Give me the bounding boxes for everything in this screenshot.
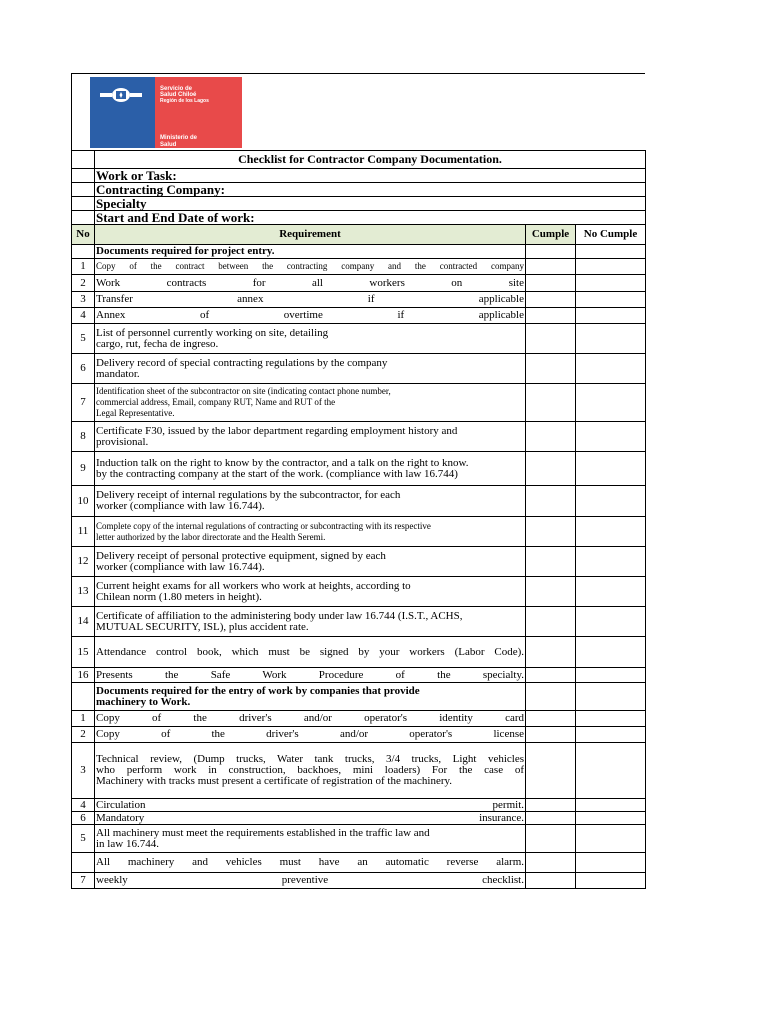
no-cumple-cell[interactable] [576, 259, 646, 275]
logo-line: Salud [160, 142, 177, 148]
requirement-line: Annex of overtime if applicable [96, 309, 524, 321]
dates-field: Start and End Date of work: [95, 211, 646, 225]
checklist-row [72, 354, 646, 384]
requirement-line: Transfer annex if applicable [96, 293, 524, 305]
page-title: Checklist for Contractor Company Documentation. [95, 151, 646, 169]
requirement-text [95, 711, 526, 727]
requirement-line: Chilean norm (1.80 meters in height). [96, 590, 262, 603]
checklist-row [72, 799, 646, 812]
row-number: 2 [72, 275, 95, 292]
cumple-cell[interactable] [526, 607, 576, 637]
logo-line: Ministerio de [160, 135, 198, 141]
requirement-line: in law 16.744. [96, 837, 159, 850]
row-number: 15 [72, 637, 95, 668]
row-number: 1 [72, 711, 95, 727]
requirement-line: Complete copy of the internal regulations of contracting or subcontracting with its respective [96, 520, 431, 531]
no-cumple-cell[interactable] [576, 873, 646, 889]
requirement-line: mandator. [96, 367, 140, 380]
cumple-cell[interactable] [526, 637, 576, 668]
requirement-text [95, 799, 526, 812]
section2-title-line: Documents required for the entry of work by companies that provide [96, 684, 420, 697]
cumple-cell[interactable] [526, 547, 576, 577]
requirement-text [95, 637, 526, 668]
cumple-cell[interactable] [526, 711, 576, 727]
checklist-row [72, 292, 646, 308]
no-cumple-cell[interactable] [576, 727, 646, 743]
cumple-cell[interactable] [526, 486, 576, 517]
requirement-line: Technical review, (Dump trucks, Water tank trucks, 3/4 trucks, Light vehicles [96, 753, 524, 765]
requirement-line: by the contracting company at the start of the work. (compliance with law 16.744) [96, 467, 458, 480]
cumple-cell[interactable] [526, 275, 576, 292]
section-row [72, 245, 646, 259]
requirement-text [95, 486, 526, 517]
checklist-row [72, 743, 646, 799]
requirement-line: Copy of the driver's and/or operator's license [96, 728, 524, 740]
checklist-row [72, 637, 646, 668]
logo-line: Servicio de [160, 86, 193, 92]
no-cumple-cell[interactable] [576, 547, 646, 577]
government-emblem-icon [96, 86, 146, 104]
checklist-row [72, 812, 646, 825]
title-row [72, 151, 646, 169]
row-number: 6 [72, 812, 95, 825]
no-cumple-cell[interactable] [576, 812, 646, 825]
requirement-line: Delivery receipt of internal regulations by the subcontractor, for each [96, 489, 401, 501]
no-cumple-cell[interactable] [576, 577, 646, 607]
checklist-row [72, 259, 646, 275]
no-cumple-cell[interactable] [576, 354, 646, 384]
left-border [71, 73, 72, 150]
cumple-cell[interactable] [526, 422, 576, 452]
requirement-line: All machinery must meet the requirements established in the traffic law and [96, 826, 430, 839]
requirement-line: cargo, rut, fecha de ingreso. [96, 337, 219, 350]
checklist-row [72, 873, 646, 889]
checklist-row [72, 727, 646, 743]
requirement-line: letter authorized by the labor directorate and the Health Seremi. [96, 531, 326, 542]
cumple-cell[interactable] [526, 384, 576, 422]
no-cumple-cell[interactable] [576, 853, 646, 873]
cumple-cell[interactable] [526, 259, 576, 275]
col-header-no-cumple: No Cumple [576, 225, 646, 245]
no-cumple-cell[interactable] [576, 668, 646, 683]
ministry-logo [90, 77, 242, 148]
requirement-line: commercial address, Email, company RUT, Name and RUT of the [96, 397, 336, 407]
no-cumple-cell[interactable] [576, 275, 646, 292]
section2-title-line: machinery to Work. [96, 695, 191, 708]
row-number: 2 [72, 727, 95, 743]
no-cumple-cell[interactable] [576, 324, 646, 354]
requirement-line: Identification sheet of the subcontractor on site (indicating contact phone number, [96, 386, 391, 396]
cumple-cell[interactable] [526, 668, 576, 683]
row-number: 7 [72, 873, 95, 889]
section1-title: Documents required for project entry. [95, 245, 526, 259]
checklist-row [72, 517, 646, 547]
section-row [72, 683, 646, 711]
requirement-line: Induction talk on the right to know by the contractor, and a talk on the right to know. [96, 456, 469, 469]
requirement-line: worker (compliance with law 16.744). [96, 560, 265, 573]
checklist-row [72, 275, 646, 292]
checklist-row [72, 452, 646, 486]
cumple-cell[interactable] [526, 308, 576, 324]
row-number: 6 [72, 354, 95, 384]
requirement-line: Presents the Safe Work Procedure of the specialty. [96, 668, 524, 681]
col-header-cumple: Cumple [526, 225, 576, 245]
requirement-text [95, 873, 526, 889]
cumple-cell[interactable] [526, 727, 576, 743]
requirement-text [95, 727, 526, 743]
requirement-line: worker (compliance with law 16.744). [96, 500, 265, 512]
specialty-field: Specialty [95, 197, 646, 211]
checklist-row [72, 324, 646, 354]
no-cumple-cell[interactable] [576, 637, 646, 668]
requirement-text [95, 308, 526, 324]
requirement-line: weekly preventive checklist. [96, 874, 524, 886]
field-row [72, 183, 646, 197]
cumple-cell[interactable] [526, 354, 576, 384]
contracting-company-field: Contracting Company: [95, 183, 646, 197]
row-number: 7 [72, 384, 95, 422]
requirement-line: Delivery receipt of personal protective equipment, signed by each [96, 549, 386, 562]
requirement-line: All machinery and vehicles must have an automatic reverse alarm. [96, 856, 524, 868]
cumple-cell[interactable] [526, 577, 576, 607]
no-cumple-cell[interactable] [576, 517, 646, 547]
logo-service-text [160, 86, 238, 104]
requirement-text [95, 853, 526, 873]
no-cumple-cell[interactable] [576, 486, 646, 517]
no-cumple-cell[interactable] [576, 799, 646, 812]
row-number: 3 [72, 292, 95, 308]
logo-ministry-text [160, 135, 238, 149]
row-number: 3 [72, 743, 95, 799]
checklist-row [72, 853, 646, 873]
requirement-text [95, 517, 526, 547]
row-number: 1 [72, 259, 95, 275]
blank-cell [526, 683, 576, 711]
row-number: 8 [72, 422, 95, 452]
no-cumple-cell[interactable] [576, 452, 646, 486]
requirement-text [95, 324, 526, 354]
requirement-line: List of personnel currently working on site, detailing [96, 326, 329, 339]
requirement-text [95, 452, 526, 486]
no-cumple-cell[interactable] [576, 607, 646, 637]
checklist-table [71, 150, 646, 889]
requirement-text [95, 577, 526, 607]
requirement-text [95, 668, 526, 683]
no-cumple-cell[interactable] [576, 384, 646, 422]
logo-line: Salud Chiloé [160, 92, 197, 98]
requirement-text [95, 743, 526, 799]
checklist-row [72, 711, 646, 727]
field-row [72, 197, 646, 211]
requirement-line: Copy of the contract between the contracting company and the contracted company [96, 261, 524, 271]
no-cumple-cell[interactable] [576, 743, 646, 799]
row-number: 14 [72, 607, 95, 637]
no-cumple-cell[interactable] [576, 825, 646, 853]
row-number: 13 [72, 577, 95, 607]
requirement-line: Work contracts for all workers on site [96, 276, 524, 289]
requirement-line: Certificate F30, issued by the labor department regarding employment history and [96, 424, 458, 437]
requirement-line: Attendance control book, which must be signed by your workers (Labor Code). [96, 645, 524, 658]
requirement-text [95, 812, 526, 825]
row-number: 12 [72, 547, 95, 577]
checklist-row [72, 607, 646, 637]
blank-cell [72, 683, 95, 711]
logo-blue-panel [90, 77, 155, 148]
requirement-text [95, 547, 526, 577]
requirement-line: Copy of the driver's and/or operator's identity card [96, 712, 524, 724]
requirement-text [95, 354, 526, 384]
cumple-cell[interactable] [526, 743, 576, 799]
checklist-row [72, 825, 646, 853]
requirement-line: Machinery with tracks must present a certificate of registration of the machinery. [96, 775, 453, 787]
no-cumple-cell[interactable] [576, 711, 646, 727]
cumple-cell[interactable] [526, 292, 576, 308]
requirement-text [95, 422, 526, 452]
cumple-cell[interactable] [526, 452, 576, 486]
section2-title [95, 683, 526, 711]
no-cumple-cell[interactable] [576, 422, 646, 452]
cumple-cell[interactable] [526, 853, 576, 873]
cumple-cell[interactable] [526, 825, 576, 853]
requirement-text [95, 384, 526, 422]
cumple-cell[interactable] [526, 812, 576, 825]
requirement-line: MUTUAL SECURITY, ISL), plus accident rate. [96, 620, 309, 633]
cumple-cell[interactable] [526, 799, 576, 812]
row-number: 10 [72, 486, 95, 517]
no-cumple-cell[interactable] [576, 308, 646, 324]
requirement-text [95, 292, 526, 308]
cumple-cell[interactable] [526, 324, 576, 354]
checklist-row [72, 422, 646, 452]
top-border [71, 73, 645, 74]
requirement-line: Certificate of affiliation to the administering body under law 16.744 (I.S.T., ACHS, [96, 609, 463, 622]
requirement-text [95, 825, 526, 853]
field-row [72, 169, 646, 183]
requirement-line: Current height exams for all workers who work at heights, according to [96, 579, 411, 592]
no-cumple-cell[interactable] [576, 292, 646, 308]
requirement-text [95, 259, 526, 275]
requirement-line: Circulation permit. [96, 798, 524, 811]
requirement-line: provisional. [96, 435, 149, 448]
checklist-row [72, 384, 646, 422]
checklist-row [72, 668, 646, 683]
row-number [72, 853, 95, 873]
checklist-row [72, 486, 646, 517]
row-number: 4 [72, 799, 95, 812]
cumple-cell[interactable] [526, 873, 576, 889]
col-header-requirement: Requirement [95, 225, 526, 245]
checklist-row [72, 577, 646, 607]
row-number: 9 [72, 452, 95, 486]
requirement-line: Legal Representative. [96, 408, 175, 418]
row-number: 4 [72, 308, 95, 324]
checklist-row [72, 308, 646, 324]
column-header-row [72, 225, 646, 245]
cumple-cell[interactable] [526, 517, 576, 547]
col-header-no: No [72, 225, 95, 245]
row-number: 11 [72, 517, 95, 547]
field-row [72, 211, 646, 225]
requirement-line: Mandatory insurance. [96, 811, 524, 824]
requirement-text [95, 607, 526, 637]
row-number: 5 [72, 324, 95, 354]
requirement-line: Delivery record of special contracting regulations by the company [96, 356, 388, 369]
requirement-line: who perform work in construction, backhoes, mini loaders) For the case of [96, 764, 524, 776]
blank-cell [576, 683, 646, 711]
checklist-row [72, 547, 646, 577]
requirement-text [95, 275, 526, 292]
logo-line: Región de los Lagos [160, 98, 209, 104]
work-or-task-field: Work or Task: [95, 169, 646, 183]
row-number: 16 [72, 668, 95, 683]
row-number: 5 [72, 825, 95, 853]
